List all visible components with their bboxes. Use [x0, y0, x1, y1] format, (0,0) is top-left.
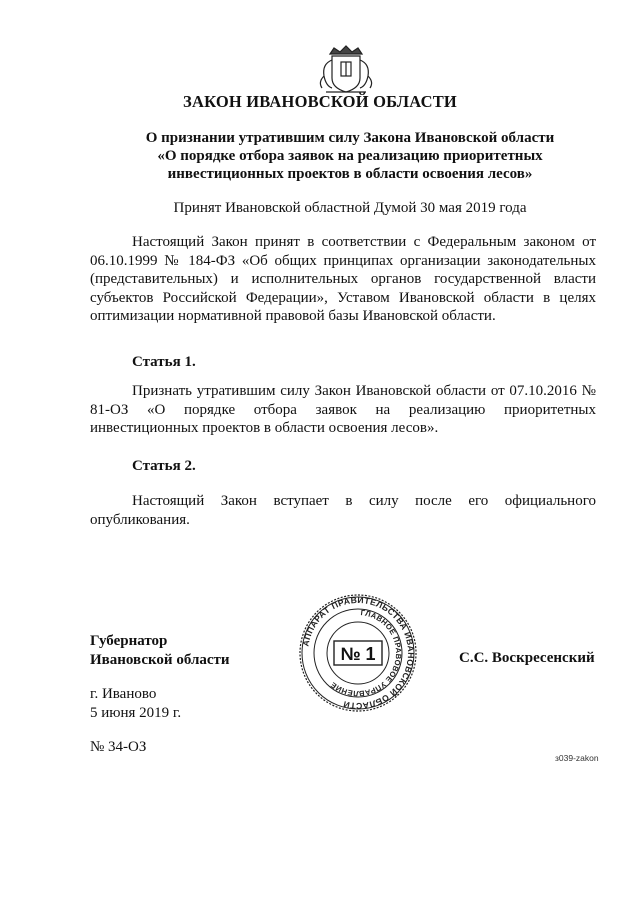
- governor-title-line: Ивановской области: [90, 651, 230, 668]
- article-2-title: Статья 2.: [132, 458, 196, 474]
- place-date: [90, 685, 181, 722]
- stamp-outer-text: АППАРАТ ПРАВИТЕЛЬСТВА ИВАНОВСКОЙ ОБЛАСТИ: [300, 594, 417, 712]
- article-2-text: Настоящий Закон вступает в силу после его официального опубликования.: [90, 493, 596, 528]
- governor-name: С.С. Воскресенский: [459, 650, 595, 666]
- law-number: № 34-ОЗ: [90, 739, 147, 755]
- law-subject: [80, 129, 620, 183]
- article-1-title: Статья 1.: [132, 354, 196, 370]
- governor-title: [90, 632, 230, 669]
- city: г. Иваново: [90, 686, 157, 702]
- signing-date: 5 июня 2019 г.: [90, 704, 182, 721]
- preamble-paragraph: Настоящий Закон принят в соответствии с Федеральным законом от 06.10.1999 № 184-ФЗ «Об общих принципах организации законодательных (представительных) и исполнительных органов государственной власти субъектов Российской Федерации», Уставом Ивановской области в целях оптимизации нормативной правовой базы Ивановской области.: [90, 234, 596, 325]
- governor-title-line: Губернатор: [90, 633, 168, 649]
- stamp-number: № 1: [340, 644, 376, 664]
- subject-line: «О порядке отбора заявок на реализацию приоритетных: [157, 148, 543, 164]
- official-stamp: [298, 594, 418, 712]
- ivanovo-coat-of-arms-icon: [316, 42, 376, 98]
- adoption-line: Принят Ивановской областной Думой 30 мая 2019 года: [173, 200, 527, 216]
- subject-line: О признании утратившим силу Закона Ивановской области: [145, 130, 555, 146]
- law-title: ЗАКОН ИВАНОВСКОЙ ОБЛАСТИ: [183, 92, 457, 111]
- article-1-text: Признать утратившим силу Закон Ивановской области от 07.10.2016 № 81-ОЗ «О порядке отбора заявок на реализацию приоритетных инвестиционных проектов в области освоения лесов».: [90, 383, 596, 437]
- subject-line: инвестиционных проектов в области освоения лесов»: [167, 166, 533, 182]
- file-code: з039-zakon: [555, 753, 599, 763]
- stamp-inner-text: ГЛАВНОЕ ПРАВОВОЕ УПРАВЛЕНИЕ: [328, 608, 404, 699]
